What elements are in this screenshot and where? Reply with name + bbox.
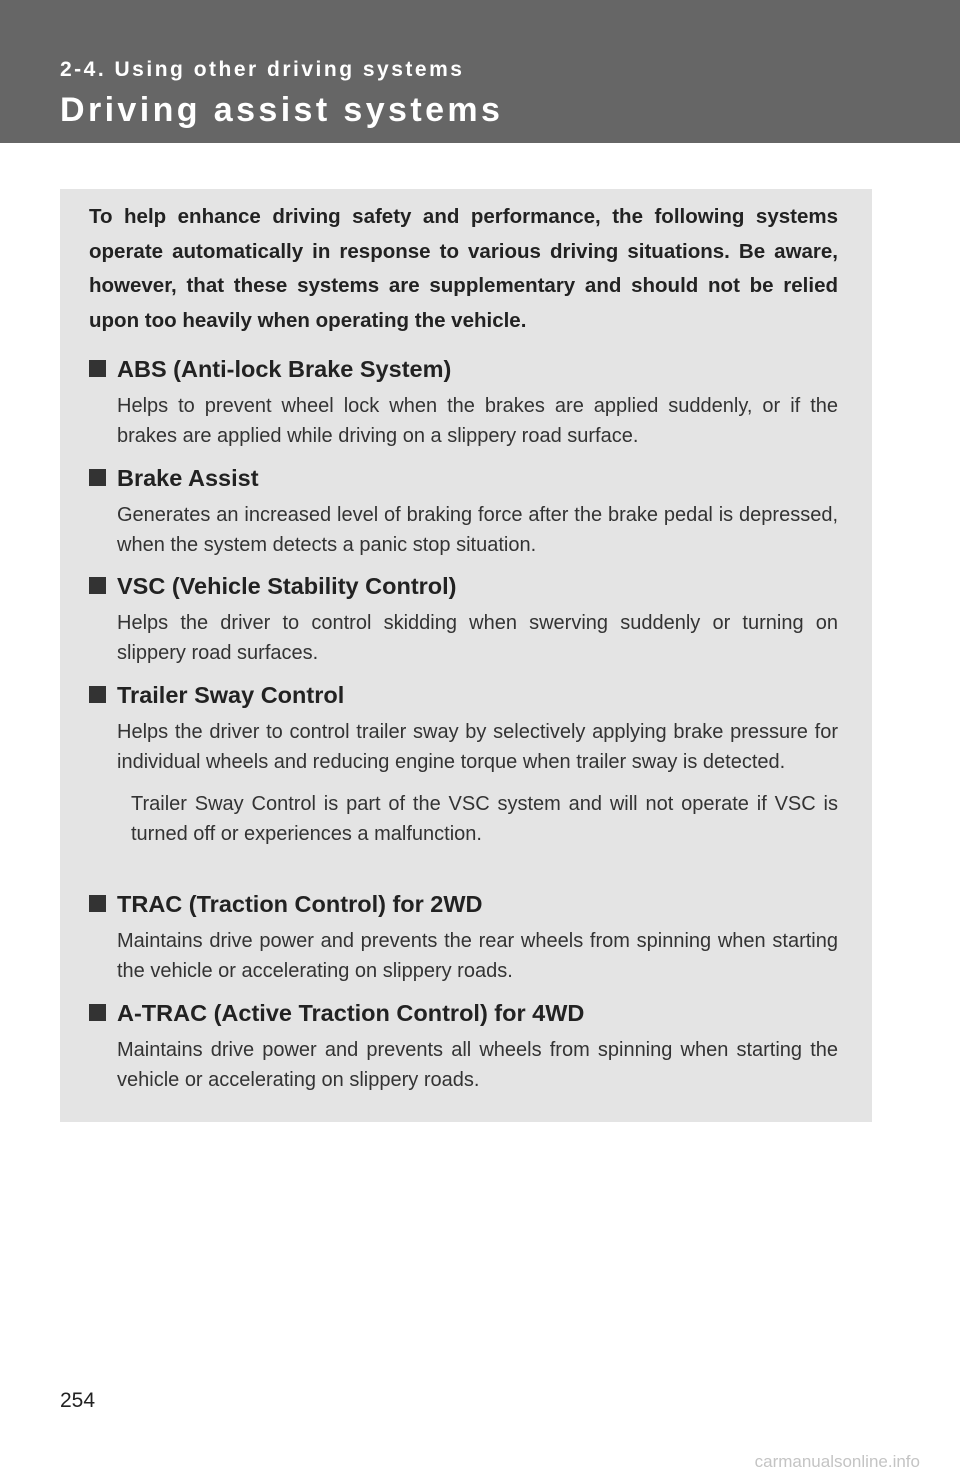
feature-description: Helps to prevent wheel lock when the brakes are applied suddenly, or if the brakes are applied while driving on a slippery road surface. <box>117 395 838 447</box>
feature-description: Generates an increased level of braking force after the brake pedal is depressed, when the system detects a panic stop situation. <box>117 504 838 556</box>
section-label: 2-4. Using other driving systems <box>60 58 465 81</box>
feature-trailer-sway-control <box>89 678 838 849</box>
feature-description: Maintains drive power and prevents the rear wheels from spinning when starting the vehicle or accelerating on slippery roads. <box>117 930 838 982</box>
feature-trac-2wd <box>89 887 838 986</box>
feature-title: A-TRAC (Active Traction Control) for 4WD <box>117 1000 585 1026</box>
feature-description: Helps the driver to control trailer sway by selectively applying brake pressure for individual wheels and reducing engine torque when trailer sway is detected. <box>117 721 838 773</box>
square-bullet-icon <box>89 577 106 594</box>
feature-brake-assist <box>89 461 838 560</box>
feature-title: VSC (Vehicle Stability Control) <box>117 573 457 599</box>
square-bullet-icon <box>89 895 106 912</box>
chapter-header-bar <box>0 0 960 143</box>
feature-a-trac-4wd <box>89 996 838 1095</box>
page-number: 254 <box>60 1389 96 1412</box>
square-bullet-icon <box>89 360 106 377</box>
feature-description: Helps the driver to control skidding when swerving suddenly or turning on slippery road surfaces. <box>117 612 838 664</box>
square-bullet-icon <box>89 1004 106 1021</box>
page-title: Driving assist systems <box>60 91 504 129</box>
feature-description: Maintains drive power and prevents all wheels from spinning when starting the vehicle or accelerating on slippery roads. <box>117 1039 838 1091</box>
feature-title: Trailer Sway Control <box>117 682 345 708</box>
intro-paragraph: To help enhance driving safety and performance, the following systems operate automatically in response to various driving situations. Be aware, however, that these systems are supplementary and should not be relied upon too heavily when operating the vehicle. <box>89 205 838 332</box>
square-bullet-icon <box>89 686 106 703</box>
feature-title: TRAC (Traction Control) for 2WD <box>117 891 483 917</box>
feature-note: Trailer Sway Control is part of the VSC system and will not operate if VSC is turned off or experiences a malfunction. <box>131 793 838 845</box>
feature-abs <box>89 352 838 451</box>
watermark: carmanualsonline.info <box>754 1452 920 1471</box>
feature-title: ABS (Anti-lock Brake System) <box>117 356 452 382</box>
feature-title: Brake Assist <box>117 465 259 491</box>
feature-vsc <box>89 569 838 668</box>
square-bullet-icon <box>89 469 106 486</box>
